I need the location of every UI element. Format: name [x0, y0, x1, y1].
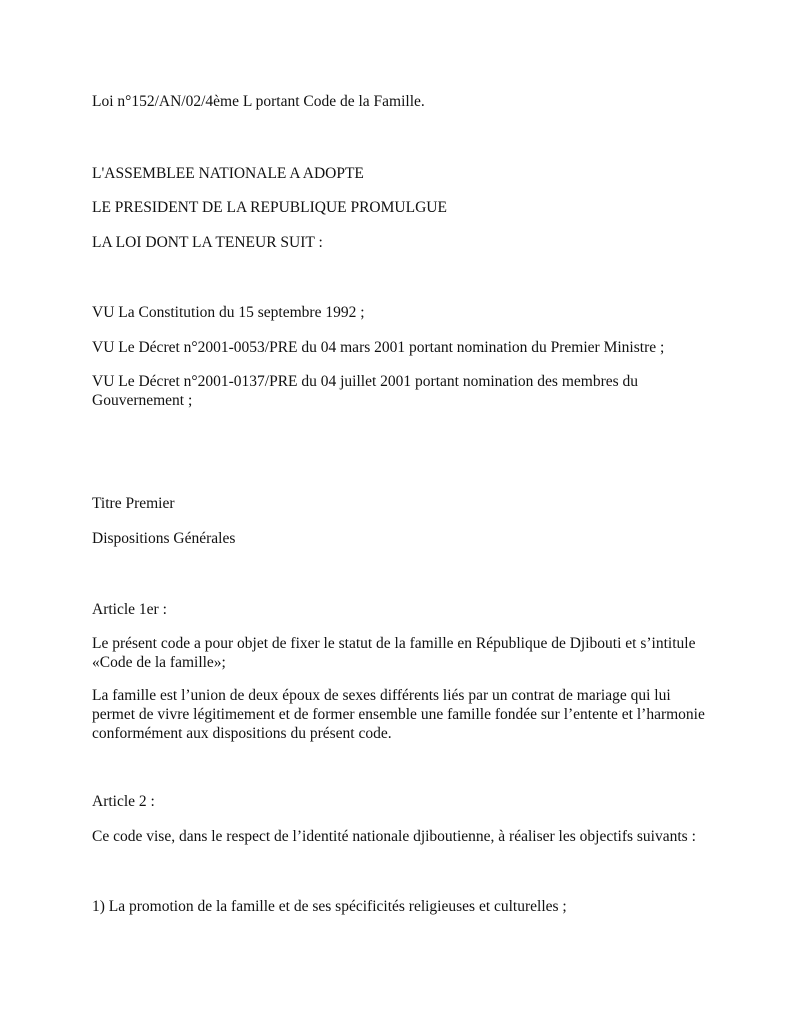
article-1-paragraph: La famille est l’union de deux époux de sexes différents liés par un contrat de mariage qui lui permet de vivre légitimement et de former ensemble une famille fondée sur l’entente et l’harmonie conformément aux dispositions du présent code. [92, 687, 705, 742]
preamble-adopte: L'ASSEMBLEE NATIONALE A ADOPTE [92, 165, 364, 182]
article-2-heading: Article 2 : [92, 793, 155, 810]
article-2-intro: Ce code vise, dans le respect de l’identité nationale djiboutienne, à réaliser les objectifs suivants : [92, 828, 696, 845]
titre-premier: Titre Premier [92, 495, 175, 512]
visa-decret-premier-ministre: VU Le Décret n°2001-0053/PRE du 04 mars 2001 portant nomination du Premier Ministre ; [92, 339, 665, 356]
preamble-teneur: LA LOI DONT LA TENEUR SUIT : [92, 234, 323, 251]
visa-constitution: VU La Constitution du 15 septembre 1992 ; [92, 304, 365, 321]
article-1-heading: Article 1er : [92, 601, 167, 618]
visa-decret-gouvernement: VU Le Décret n°2001-0137/PRE du 04 juillet 2001 portant nomination des membres du Gouvernement ; [92, 373, 639, 409]
article-1-paragraph: Le présent code a pour objet de fixer le statut de la famille en République de Djibouti et s’intitule «Code de la famille»; [92, 635, 696, 671]
article-2-item: 1) La promotion de la famille et de ses spécificités religieuses et culturelles ; [92, 898, 567, 915]
titre-heading: Dispositions Générales [92, 530, 236, 547]
preamble-promulgue: LE PRESIDENT DE LA REPUBLIQUE PROMULGUE [92, 199, 447, 216]
law-title: Loi n°152/AN/02/4ème L portant Code de la Famille. [92, 93, 425, 110]
